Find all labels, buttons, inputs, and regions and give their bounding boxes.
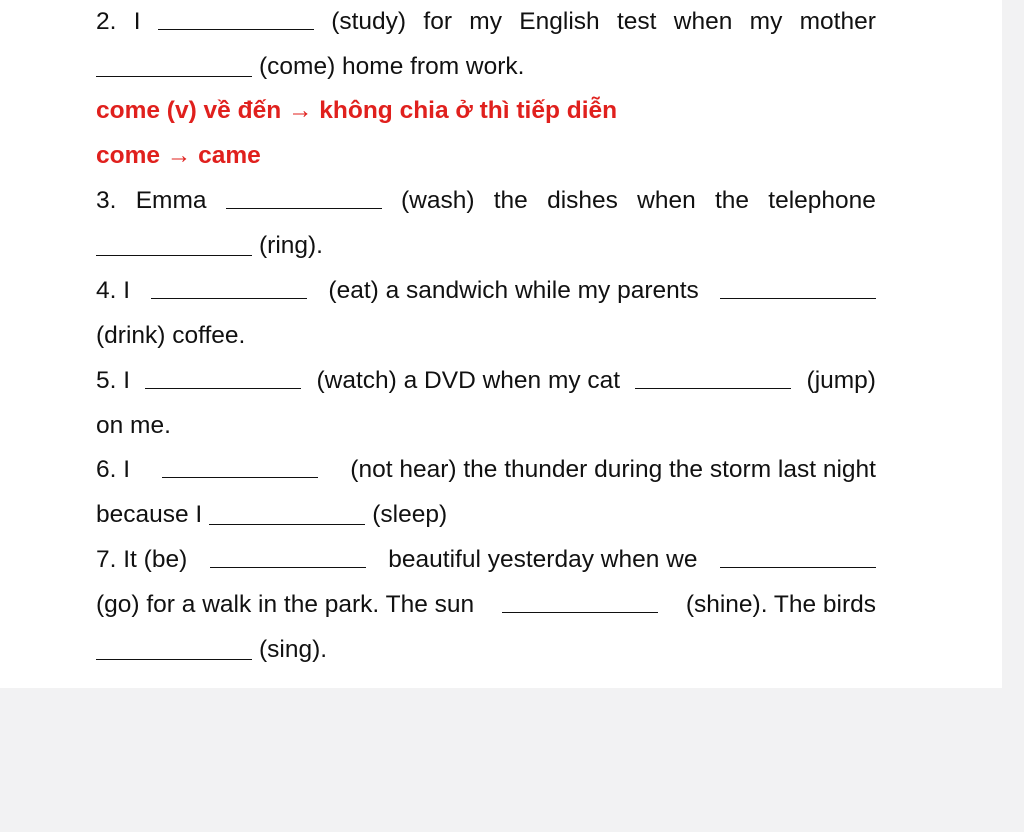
sentence-text: (watch) a DVD when my cat bbox=[316, 367, 621, 394]
answer-blank[interactable] bbox=[502, 590, 658, 613]
question-3-line-1 bbox=[96, 186, 876, 216]
question-5-line-2: on me. bbox=[96, 412, 171, 439]
answer-blank[interactable] bbox=[210, 545, 366, 568]
word: telephone bbox=[768, 187, 876, 214]
question-6-line-2 bbox=[96, 500, 876, 530]
question-5-line-1 bbox=[96, 366, 876, 396]
question-4-line-1 bbox=[96, 276, 876, 306]
verb-hint: (sleep) bbox=[372, 501, 448, 528]
sentence-text: beautiful yesterday when we bbox=[388, 546, 698, 573]
word: I bbox=[133, 8, 141, 35]
question-start: 7. It (be) bbox=[96, 546, 188, 573]
question-3-line-2 bbox=[96, 231, 876, 261]
sentence-text: (not hear) the thunder during the storm last night bbox=[350, 456, 876, 483]
question-2-line-1 bbox=[96, 7, 876, 37]
question-7-line-3 bbox=[96, 635, 876, 665]
question-start: 5. I bbox=[96, 367, 131, 394]
sentence-text: because I bbox=[96, 501, 203, 528]
sentence-text: (go) for a walk in the park. The sun bbox=[96, 591, 475, 618]
verb-hint: (wash) bbox=[400, 187, 475, 214]
word: for bbox=[423, 8, 452, 35]
sentence-text: (sing). bbox=[259, 636, 328, 663]
answer-blank[interactable] bbox=[96, 233, 252, 256]
word: when bbox=[637, 187, 696, 214]
answer-blank[interactable] bbox=[145, 366, 301, 389]
answer-blank[interactable] bbox=[209, 502, 365, 525]
word: test bbox=[616, 8, 657, 35]
answer-note-line-2: come → came bbox=[96, 142, 261, 169]
word: Emma bbox=[135, 187, 207, 214]
sentence-text: (shine). The birds bbox=[685, 591, 876, 618]
question-number: 3. bbox=[96, 187, 117, 214]
word: dishes bbox=[547, 187, 618, 214]
answer-note-line-1: come (v) về đến → không chia ở thì tiếp diễn bbox=[96, 97, 618, 124]
question-number: 2. bbox=[96, 8, 117, 35]
sentence-text: (eat) a sandwich while my parents bbox=[328, 277, 699, 304]
word: my bbox=[749, 8, 783, 35]
question-start: 6. I bbox=[96, 456, 131, 483]
word: the bbox=[493, 187, 528, 214]
answer-blank[interactable] bbox=[151, 276, 307, 299]
question-7-line-2 bbox=[96, 590, 876, 620]
question-2-line-2 bbox=[96, 52, 876, 82]
word: my bbox=[469, 8, 502, 35]
answer-blank[interactable] bbox=[720, 276, 876, 299]
question-6-line-1 bbox=[96, 455, 876, 485]
answer-blank[interactable] bbox=[96, 637, 252, 660]
question-start: 4. I bbox=[96, 277, 131, 304]
sentence-text: (ring). bbox=[259, 232, 323, 259]
answer-blank[interactable] bbox=[96, 54, 252, 77]
question-4-line-2: (drink) coffee. bbox=[96, 322, 246, 349]
sentence-text: (come) home from work. bbox=[259, 53, 525, 80]
verb-hint: (study) bbox=[331, 8, 407, 35]
word: mother bbox=[799, 8, 876, 35]
word: the bbox=[714, 187, 750, 214]
word: English bbox=[519, 8, 600, 35]
word: when bbox=[673, 8, 733, 35]
answer-blank[interactable] bbox=[720, 545, 876, 568]
answer-blank[interactable] bbox=[162, 455, 318, 478]
answer-blank[interactable] bbox=[635, 366, 791, 389]
answer-blank[interactable] bbox=[158, 7, 314, 30]
verb-hint: (jump) bbox=[806, 367, 876, 394]
answer-blank[interactable] bbox=[226, 186, 382, 209]
question-7-line-1 bbox=[96, 545, 876, 575]
